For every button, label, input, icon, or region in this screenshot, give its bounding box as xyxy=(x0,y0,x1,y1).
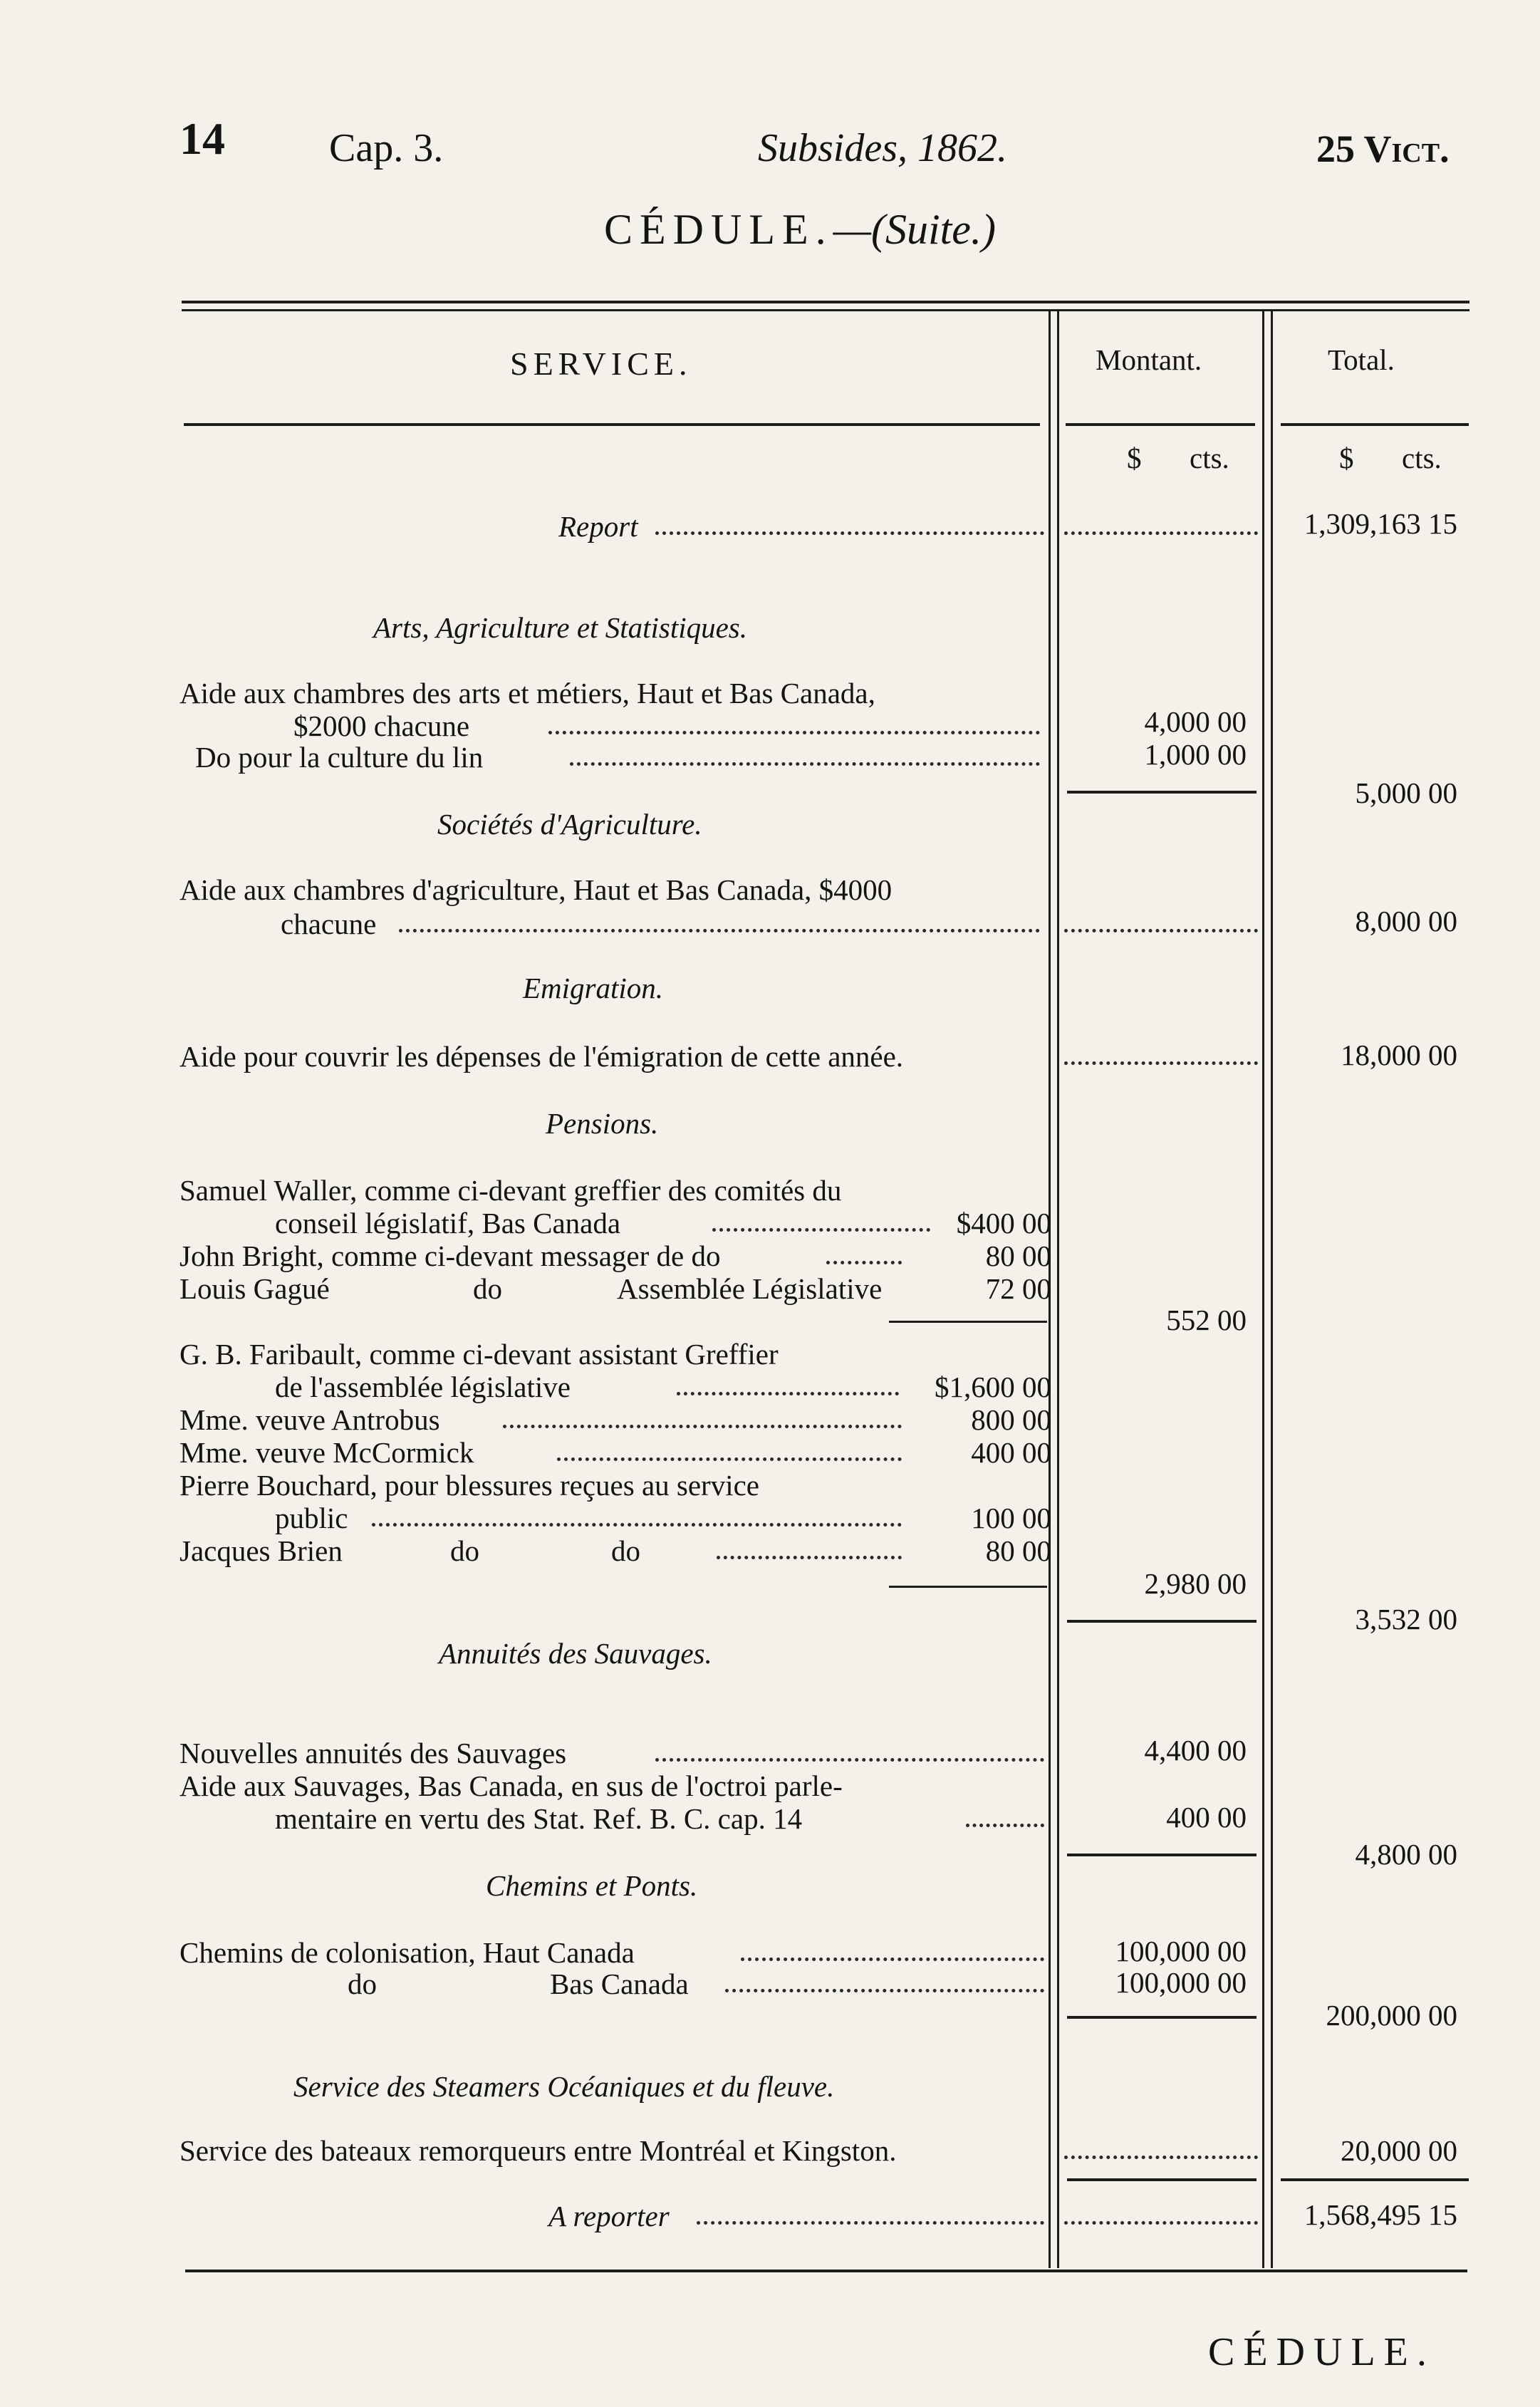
table-top-rule xyxy=(182,301,1469,303)
pension-waller-line1: Samuel Waller, comme ci-devant greffier des comités du xyxy=(180,1174,842,1207)
leader-dots xyxy=(1064,927,1258,932)
schedule-heading-main: CÉDULE. xyxy=(604,206,833,253)
agri-total: 8,000 00 xyxy=(1355,905,1457,937)
steamers-total: 20,000 00 xyxy=(1341,2134,1457,2167)
leader-dots xyxy=(655,1757,1044,1762)
montant-header: Montant. xyxy=(1096,343,1202,376)
chemins-line1: Chemins de colonisation, Haut Canada xyxy=(180,1936,635,1969)
regnal-year: 25 Vict. xyxy=(1316,128,1450,170)
leader-dots xyxy=(548,729,1040,734)
pension-bouchard-amount: 100 00 xyxy=(971,1502,1051,1534)
schedule-heading-suite: —(Suite.) xyxy=(833,206,996,253)
subtotal-rule xyxy=(1067,1620,1257,1623)
column-rule xyxy=(1271,311,1273,2268)
leader-dots xyxy=(557,1456,902,1461)
emigration-line1: Aide pour couvrir les dépenses de l'émigration de cette année. xyxy=(180,1040,904,1073)
areporter-label: A reporter xyxy=(548,2200,670,2232)
header-rule xyxy=(1066,423,1255,426)
leader-dots xyxy=(1064,530,1258,535)
chemins-total: 200,000 00 xyxy=(1326,1999,1457,2032)
leader-dots xyxy=(399,927,1040,932)
annuites-line1-amount: 4,400 00 xyxy=(1144,1734,1247,1767)
pension-faribault-line1: G. B. Faribault, comme ci-devant assistant Greffier xyxy=(180,1338,779,1371)
pension-mccormick-line: Mme. veuve McCormick xyxy=(180,1436,474,1469)
annuites-line3-amount: 400 00 xyxy=(1166,1801,1247,1834)
pension-mccormick-amount: 400 00 xyxy=(971,1436,1051,1469)
leader-dots xyxy=(966,1822,1044,1827)
arts-line2: $2000 chacune xyxy=(293,709,470,742)
annuites-total: 4,800 00 xyxy=(1355,1838,1457,1871)
annuites-line3: mentaire en vertu des Stat. Ref. B. C. cap. 14 xyxy=(275,1802,803,1835)
subtotal-rule xyxy=(1067,791,1257,794)
steamers-section-title: Service des Steamers Océaniques et du fleuve. xyxy=(293,2070,835,2103)
chemins-line2-amount: 100,000 00 xyxy=(1115,1966,1247,1999)
leader-dots xyxy=(1064,2154,1258,2159)
total-header: Total. xyxy=(1328,343,1395,376)
chemins-line2: Bas Canada xyxy=(550,1967,689,2000)
emigration-total: 18,000 00 xyxy=(1341,1039,1457,1071)
leader-dots xyxy=(655,530,1044,535)
leader-dots xyxy=(712,1227,930,1232)
pensions-section-title: Pensions. xyxy=(546,1107,659,1140)
schedule-heading xyxy=(604,205,996,254)
leader-dots xyxy=(826,1259,902,1264)
subtotal-rule xyxy=(1067,1854,1257,1856)
pension-brien-amount: 80 00 xyxy=(985,1534,1051,1567)
leader-dots xyxy=(372,1522,902,1527)
pension-bright-amount: 80 00 xyxy=(985,1239,1051,1272)
column-rule xyxy=(1262,311,1264,2268)
arts-line3-amount: 1,000 00 xyxy=(1144,738,1247,771)
arts-line2-amount: 4,000 00 xyxy=(1144,705,1247,738)
chemins-line1-amount: 100,000 00 xyxy=(1115,1935,1247,1967)
running-title: Subsides, 1862. xyxy=(758,126,1007,170)
pension-brien-do1: do xyxy=(450,1534,479,1567)
pension-faribault-amount: $1,600 00 xyxy=(935,1371,1051,1403)
pension-bright-line: John Bright, comme ci-devant messager de do xyxy=(180,1239,721,1272)
leader-dots xyxy=(1064,2220,1258,2225)
arts-section-title: Arts, Agriculture et Statistiques. xyxy=(373,611,748,644)
service-header: SERVICE. xyxy=(510,345,692,382)
total-cents: cts. xyxy=(1402,442,1442,474)
pension-waller-line2: conseil législatif, Bas Canada xyxy=(275,1207,621,1239)
total-dollar: $ xyxy=(1339,442,1354,474)
total-rule xyxy=(1281,2178,1469,2181)
leader-dots xyxy=(570,761,1040,766)
pensions-subtotal1: 552 00 xyxy=(1166,1304,1247,1336)
areporter-total: 1,568,495 15 xyxy=(1304,2198,1457,2231)
header-rule xyxy=(184,423,1040,426)
subtotal-rule xyxy=(889,1586,1047,1588)
table-top-rule-2 xyxy=(182,309,1469,311)
agri-section-title: Sociétés d'Agriculture. xyxy=(437,808,702,841)
pension-waller-amount: $400 00 xyxy=(956,1207,1051,1239)
leader-dots xyxy=(1064,1060,1258,1065)
pension-bouchard-line2: public xyxy=(275,1502,348,1534)
pension-brien-do2: do xyxy=(611,1534,640,1567)
pensions-subtotal2: 2,980 00 xyxy=(1144,1567,1247,1600)
pension-gague-name: Louis Gagué xyxy=(180,1272,330,1305)
leader-dots xyxy=(503,1423,902,1428)
pension-brien-name: Jacques Brien xyxy=(180,1534,343,1567)
agri-line1: Aide aux chambres d'agriculture, Haut et Bas Canada, $4000 xyxy=(180,873,893,906)
header-rule xyxy=(1281,423,1469,426)
leader-dots xyxy=(725,1987,1044,1992)
pension-gague-do: do xyxy=(473,1272,502,1305)
column-rule xyxy=(1057,311,1059,2268)
chemins-line2-do: do xyxy=(348,1967,377,2000)
montant-cents: cts. xyxy=(1190,442,1229,474)
subtotal-rule xyxy=(1067,2016,1257,2019)
pension-gague-desc: Assemblée Législative xyxy=(617,1272,883,1305)
report-label: Report xyxy=(558,510,638,543)
annuites-line2: Aide aux Sauvages, Bas Canada, en sus de l'octroi parle- xyxy=(180,1769,843,1802)
leader-dots xyxy=(741,1956,1044,1961)
pensions-total: 3,532 00 xyxy=(1355,1603,1457,1636)
leader-dots xyxy=(697,2220,1044,2225)
pension-antrobus-amount: 800 00 xyxy=(971,1403,1051,1436)
pension-bouchard-line1: Pierre Bouchard, pour blessures reçues au service xyxy=(180,1469,759,1502)
catchword: CÉDULE. xyxy=(1208,2330,1435,2374)
subtotal-rule xyxy=(1067,2178,1257,2181)
arts-line3: Do pour la culture du lin xyxy=(195,741,484,774)
page-number: 14 xyxy=(180,113,225,164)
emigration-section-title: Emigration. xyxy=(523,972,664,1004)
report-total: 1,309,163 15 xyxy=(1304,507,1457,540)
montant-dollar: $ xyxy=(1127,442,1142,474)
arts-total: 5,000 00 xyxy=(1355,776,1457,809)
pension-gague-amount: 72 00 xyxy=(985,1272,1051,1305)
steamers-line1: Service des bateaux remorqueurs entre Montréal et Kingston. xyxy=(180,2134,897,2167)
agri-line2: chacune xyxy=(281,908,377,940)
subtotal-rule xyxy=(889,1321,1047,1323)
chapter-ref: Cap. 3. xyxy=(329,126,444,170)
annuites-section-title: Annuités des Sauvages. xyxy=(439,1637,712,1670)
chemins-section-title: Chemins et Ponts. xyxy=(486,1869,698,1902)
leader-dots xyxy=(717,1554,902,1559)
table-bottom-rule xyxy=(185,2270,1467,2272)
pension-antrobus-line: Mme. veuve Antrobus xyxy=(180,1403,440,1436)
pension-faribault-line2: de l'assemblée législative xyxy=(275,1371,571,1403)
leader-dots xyxy=(677,1390,899,1395)
arts-line1: Aide aux chambres des arts et métiers, Haut et Bas Canada, xyxy=(180,677,875,709)
annuites-line1: Nouvelles annuités des Sauvages xyxy=(180,1737,567,1769)
